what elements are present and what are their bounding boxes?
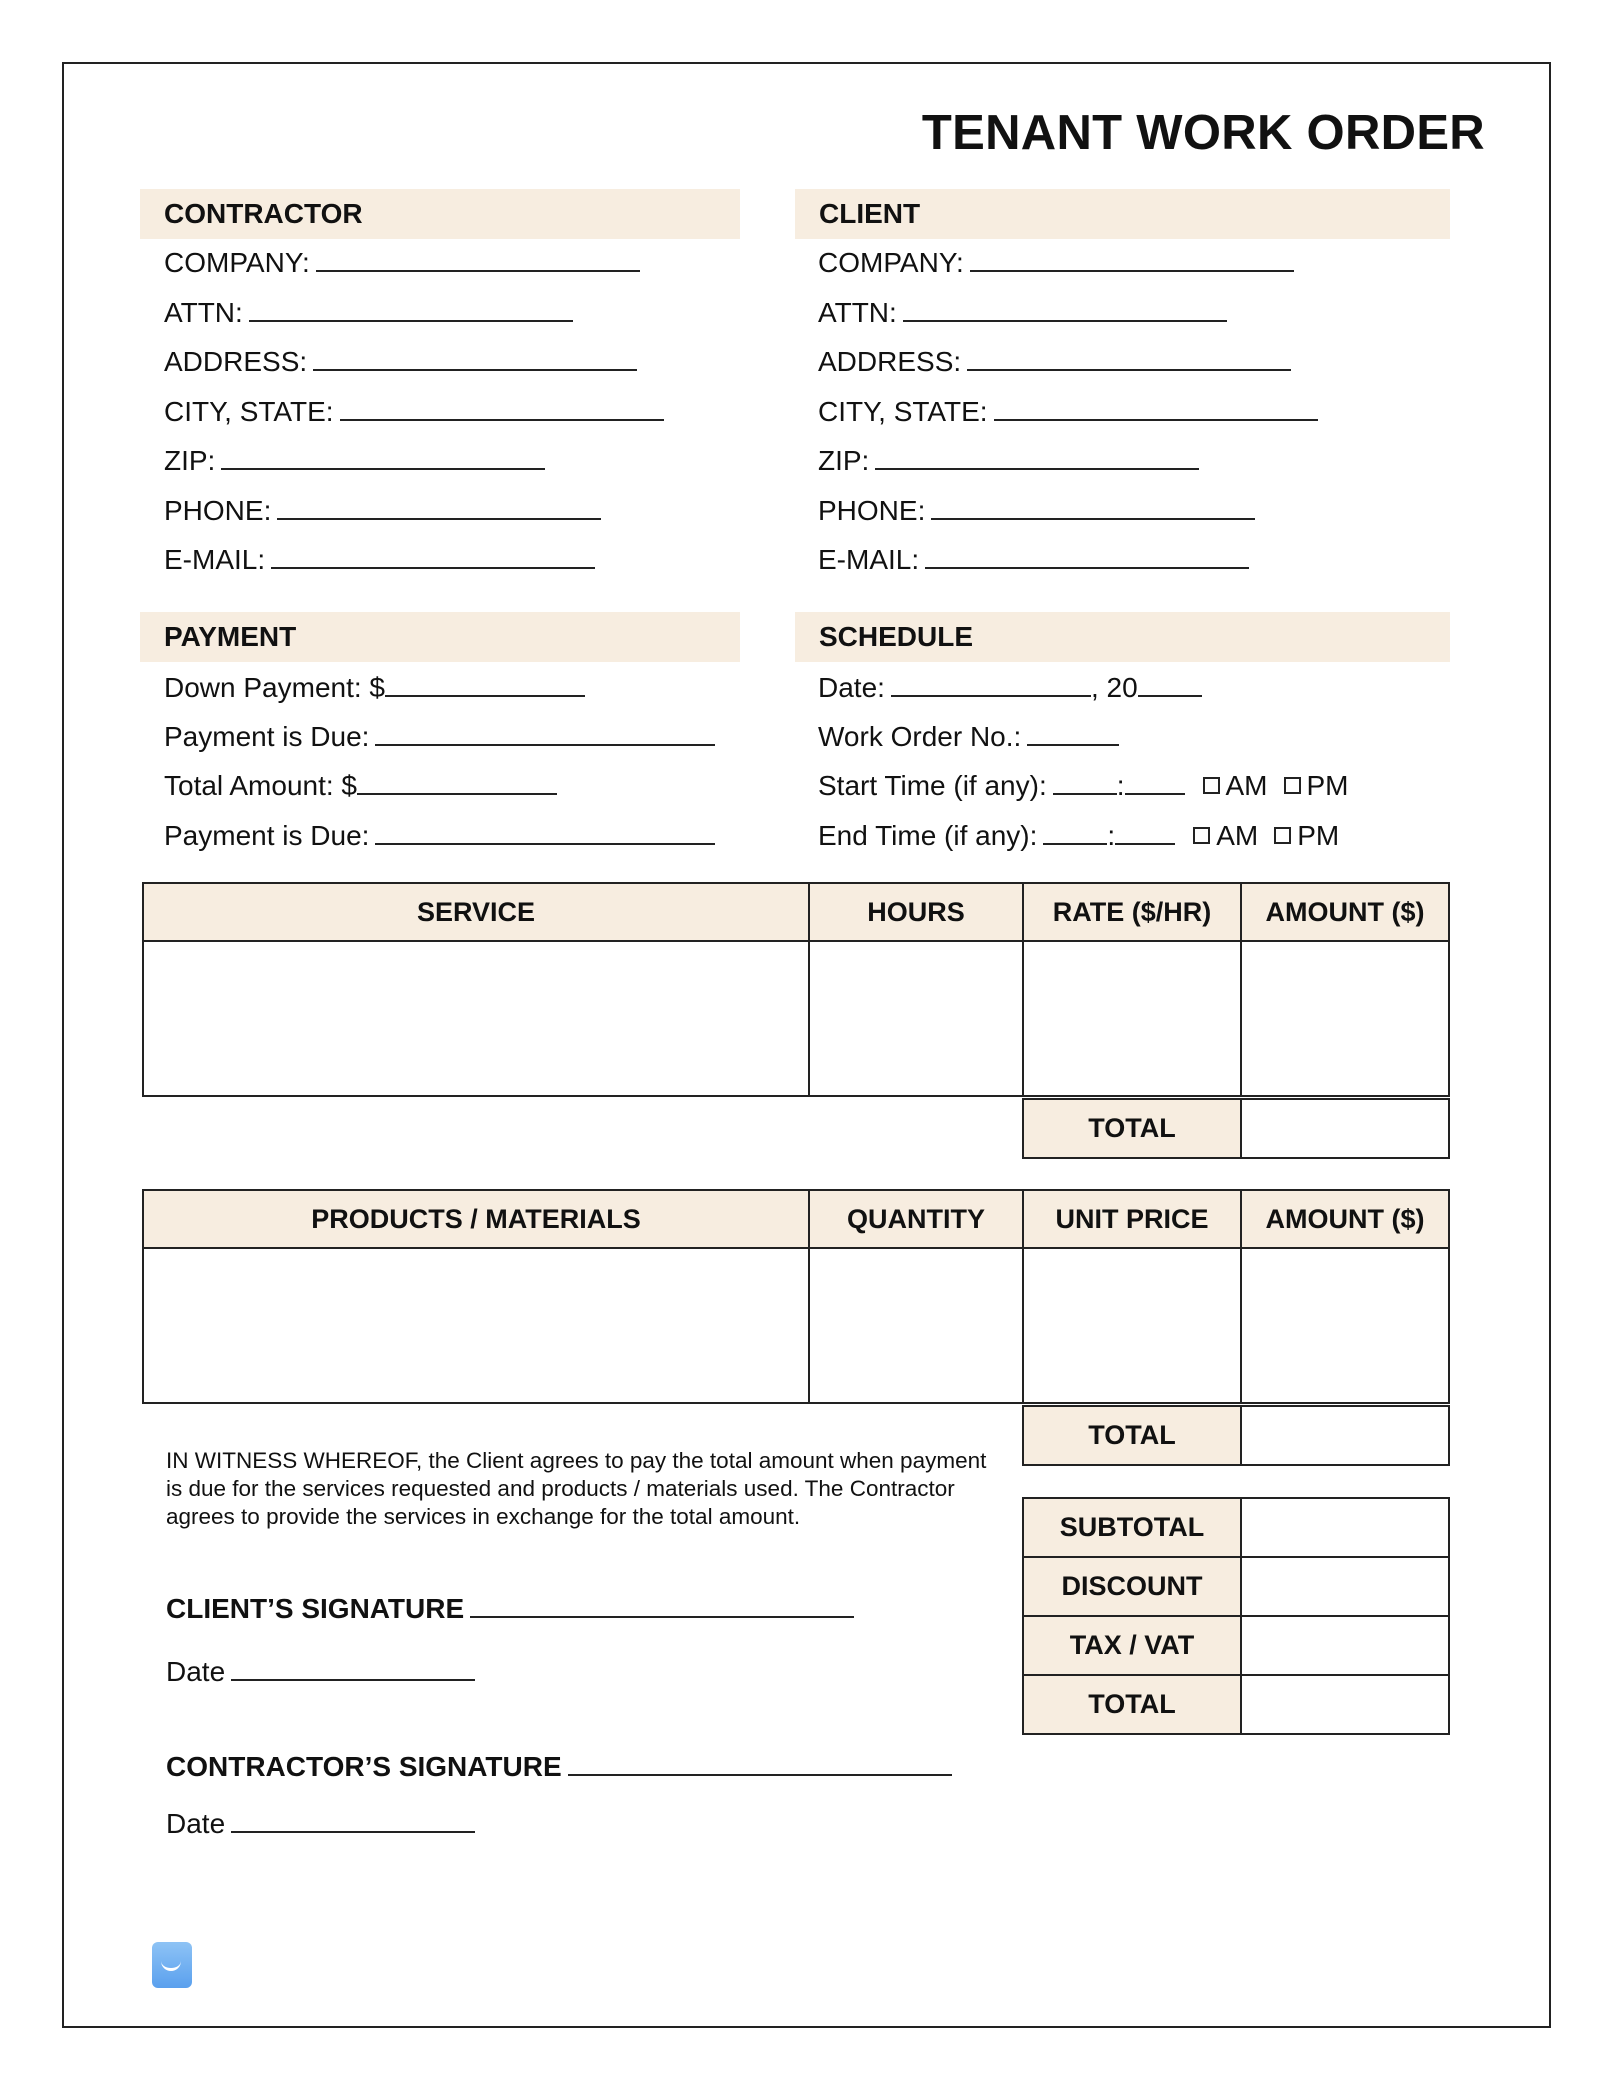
end-pm-checkbox[interactable] (1274, 827, 1291, 844)
end-time-minute-input[interactable] (1115, 819, 1175, 845)
client-signature-field: CLIENT’S SIGNATURE (166, 1592, 854, 1625)
contractor-zip-field: ZIP: (164, 443, 545, 479)
contractor-company-field: COMPANY: (164, 245, 640, 281)
client-city-state-field: CITY, STATE: (818, 394, 1318, 430)
witness-statement: IN WITNESS WHEREOF, the Client agrees to pay the total amount when payment is due for the services requested and products / materials used. The Contractor agrees to provide the services in exchange for the total amount. (166, 1448, 987, 1529)
services-header-amount: AMOUNT ($) (1241, 883, 1449, 941)
subtotal-cell[interactable] (1241, 1498, 1449, 1557)
services-table (142, 882, 1450, 1097)
client-address-input[interactable] (967, 345, 1291, 371)
contractor-attn-field: ATTN: (164, 295, 573, 331)
client-attn-field: ATTN: (818, 295, 1227, 331)
products-materials-cell[interactable] (143, 1248, 809, 1403)
contractor-email-input[interactable] (271, 543, 595, 569)
end-time-hour-input[interactable] (1043, 819, 1107, 845)
contractor-email-field: E-MAIL: (164, 542, 595, 578)
work-order-no-input[interactable] (1027, 720, 1119, 746)
products-header-unit-price: UNIT PRICE (1023, 1190, 1241, 1248)
grand-total-label: TOTAL (1023, 1675, 1241, 1734)
products-header-amount: AMOUNT ($) (1241, 1190, 1449, 1248)
schedule-date-field: Date: , 20 (818, 670, 1202, 706)
schedule-year-input[interactable] (1138, 671, 1202, 697)
products-unit-price-cell[interactable] (1023, 1248, 1241, 1403)
services-header-rate: RATE ($/HR) (1023, 883, 1241, 941)
contractor-phone-input[interactable] (277, 494, 601, 520)
services-amount-cell[interactable] (1241, 941, 1449, 1096)
summary-table (1022, 1497, 1450, 1735)
total-amount-field: Total Amount: $ (164, 768, 557, 804)
contractor-city-state-input[interactable] (340, 395, 664, 421)
client-zip-field: ZIP: (818, 443, 1199, 479)
products-total-cell[interactable] (1241, 1406, 1449, 1465)
services-rate-cell[interactable] (1023, 941, 1241, 1096)
subtotal-label: SUBTOTAL (1023, 1498, 1241, 1557)
discount-cell[interactable] (1241, 1557, 1449, 1616)
products-total-box (1022, 1405, 1450, 1466)
start-am-checkbox[interactable] (1203, 777, 1220, 794)
work-order-no-field: Work Order No.: (818, 719, 1119, 755)
products-header-materials: PRODUCTS / MATERIALS (143, 1190, 809, 1248)
client-heading: CLIENT (795, 189, 1450, 239)
services-hours-cell[interactable] (809, 941, 1023, 1096)
products-header-quantity: QUANTITY (809, 1190, 1023, 1248)
grand-total-cell[interactable] (1241, 1675, 1449, 1734)
start-time-field: Start Time (if any): : AM PM (818, 770, 1349, 801)
services-total-box (1022, 1098, 1450, 1159)
contractor-phone-field: PHONE: (164, 493, 601, 529)
services-header-hours: HOURS (809, 883, 1023, 941)
client-city-state-input[interactable] (994, 395, 1318, 421)
client-email-field: E-MAIL: (818, 542, 1249, 578)
client-signature-input[interactable] (470, 1592, 854, 1618)
payment-due-field-2: Payment is Due: (164, 818, 715, 854)
client-attn-input[interactable] (903, 296, 1227, 322)
contractor-address-field: ADDRESS: (164, 344, 637, 380)
products-total-label: TOTAL (1023, 1406, 1241, 1465)
client-company-field: COMPANY: (818, 245, 1294, 281)
payment-due-input-1[interactable] (375, 720, 715, 746)
client-company-input[interactable] (970, 246, 1294, 272)
total-amount-input[interactable] (357, 769, 557, 795)
client-phone-field: PHONE: (818, 493, 1255, 529)
schedule-date-input[interactable] (891, 671, 1091, 697)
start-time-hour-input[interactable] (1053, 769, 1117, 795)
start-pm-checkbox[interactable] (1284, 777, 1301, 794)
discount-label: DISCOUNT (1023, 1557, 1241, 1616)
contractor-signature-input[interactable] (568, 1750, 952, 1776)
contractor-city-state-field: CITY, STATE: (164, 394, 664, 430)
products-table (142, 1189, 1450, 1404)
schedule-heading: SCHEDULE (795, 612, 1450, 662)
services-header-service: SERVICE (143, 883, 809, 941)
contractor-zip-input[interactable] (221, 444, 545, 470)
page-title: TENANT WORK ORDER (921, 106, 1485, 160)
payment-due-field-1: Payment is Due: (164, 719, 715, 755)
down-payment-input[interactable] (385, 671, 585, 697)
document-logo-icon (152, 1942, 192, 1988)
contractor-attn-input[interactable] (249, 296, 573, 322)
services-service-cell[interactable] (143, 941, 809, 1096)
tax-cell[interactable] (1241, 1616, 1449, 1675)
end-am-label: AM (1216, 820, 1259, 851)
start-time-minute-input[interactable] (1125, 769, 1185, 795)
client-zip-input[interactable] (875, 444, 1199, 470)
end-pm-label: PM (1297, 820, 1340, 851)
contractor-date-field: Date (166, 1807, 475, 1840)
client-phone-input[interactable] (931, 494, 1255, 520)
tax-label: TAX / VAT (1023, 1616, 1241, 1675)
contractor-heading: CONTRACTOR (140, 189, 740, 239)
client-date-input[interactable] (231, 1655, 475, 1681)
services-total-cell[interactable] (1241, 1099, 1449, 1158)
payment-due-input-2[interactable] (375, 819, 715, 845)
payment-heading: PAYMENT (140, 612, 740, 662)
contractor-company-input[interactable] (316, 246, 640, 272)
contractor-date-input[interactable] (231, 1807, 475, 1833)
end-am-checkbox[interactable] (1193, 827, 1210, 844)
contractor-address-input[interactable] (313, 345, 637, 371)
client-date-field: Date (166, 1655, 475, 1688)
start-pm-label: PM (1306, 770, 1349, 801)
services-total-label: TOTAL (1023, 1099, 1241, 1158)
end-time-field: End Time (if any): : AM PM (818, 820, 1340, 851)
products-amount-cell[interactable] (1241, 1248, 1449, 1403)
start-am-label: AM (1225, 770, 1268, 801)
client-email-input[interactable] (925, 543, 1249, 569)
client-address-field: ADDRESS: (818, 344, 1291, 380)
down-payment-field: Down Payment: $ (164, 670, 585, 706)
contractor-signature-field: CONTRACTOR’S SIGNATURE (166, 1750, 952, 1783)
products-quantity-cell[interactable] (809, 1248, 1023, 1403)
